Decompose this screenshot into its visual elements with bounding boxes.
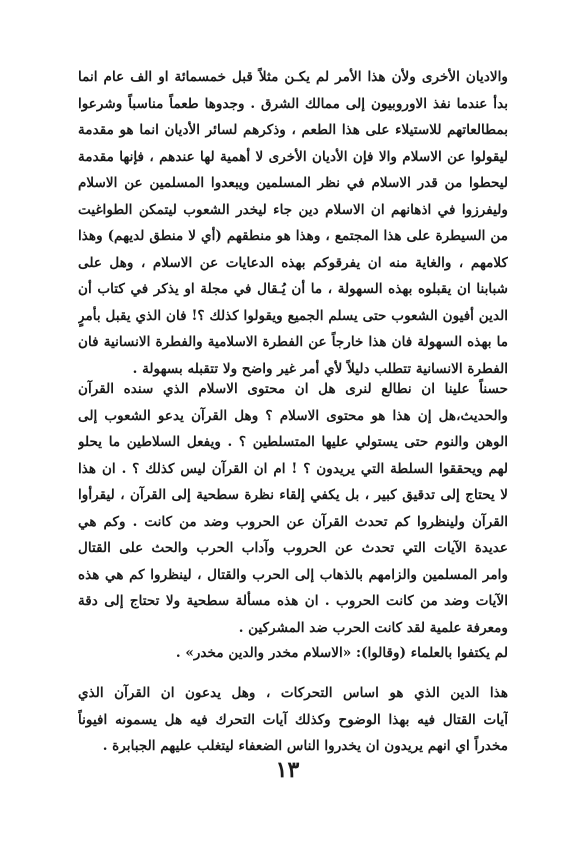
paragraph-4 (78, 680, 508, 760)
text-line: لا يحتاج إلى تدقيق كبير ، بل يكفي إلقاء نظرة سطحية إلى القرآن ، ليقرأوا (78, 487, 508, 503)
text-line: الدين أفيون الشعوب حتى يسلم الجميع ويقولوا كذلك ؟! فان الذي يقبل بأمرٍ (78, 307, 508, 324)
text-line: وامر المسلمين والزامهم بالذهاب إلى الحرب والقتال ، لينظروا كم هي هذه (78, 566, 508, 583)
text-line: وليفرزوا في اذهانهم ان الاسلام دين جاء ليخدر الشعوب ليتمكن الطواغيت (78, 201, 508, 218)
text-line: والاديان الأخرى ولأن هذا الأمر لم يكـن مثلاً قبل خمسمائة او الف عام انما (78, 69, 508, 85)
text-line: كلامهم ، والغاية منه ان يفرقوكم بهذه الدعايات عن الاسلام ، وهل على (78, 254, 508, 271)
text-line: بمطالعاتهم للاستيلاء على هذا الطعم ، وذكرهم لسائر الأديان انما هو مقدمة (78, 122, 508, 138)
text-line: الفطرة الانسانية تتطلب دليلاً لأي أمر غير واضح ولا تتقبله بسهولة . (132, 360, 508, 377)
text-line: عديدة الآيات التي تحدث عن الحروب وآداب الحرب والحث على القتال (78, 540, 508, 556)
text-line: ليقولوا عن الاسلام والا فإن الأديان الأخرى لا أهمية لها عندهم ، فإنها مقدمة (78, 148, 508, 165)
text-line: شبابنا ان يقبلوه بهذه السهولة ، ما أن يُـقال في مجلة او يذكر في كتاب أن (78, 281, 508, 297)
text-line: هذا الدين الذي هو اساس التحركات ، وهل يدعون ان القرآن الذي (78, 685, 508, 701)
text-line: الآيات وضد من كانت الحروب . ان هذه مسألة سطحية ولا تحتاج إلى دقة (78, 593, 508, 609)
text-line: حسناً علينا ان نطالع لنرى هل ان محتوى الاسلام الذي سنده القرآن (78, 381, 508, 397)
text-line: من السيطرة على هذا المجتمع ، وهذا هو منطقهم (أي لا منطق لديهم) وهذا (78, 228, 508, 244)
paragraph-3 (78, 640, 508, 667)
paragraph-2 (78, 376, 508, 641)
text-line: مخدراً اي انهم يريدون ان يخدروا الناس الضعفاء ليتغلب عليهم الجبابرة . (102, 738, 508, 754)
text-line: ليحطوا من قدر الاسلام في نظر المسلمين ويبعدوا المسلمين عن الاسلام (78, 175, 508, 191)
text-line: الوهن والنوم حتى يستولي عليها المتسلطين ؟ . ويفعل السلاطين ما يحلو (78, 434, 508, 450)
text-line: ومعرفة علمية لقد كانت الحرب ضد المشركين . (238, 619, 508, 636)
text-line: لهم ويحققوا السلطة التي يريدون ؟ ! ام ان القرآن ليس كذلك ؟ . ان هذا (78, 460, 508, 477)
text-line: لم يكتفوا بالعلماء (وقالوا): «الاسلام مخدر والدين مخدر» . (175, 645, 508, 661)
text-line: بدأ عندما نفذ الاوروبيون إلى ممالك الشرق . وجدوها طعماً مناسباً وشرعوا (78, 95, 508, 112)
paragraph-1 (78, 64, 508, 382)
text-line: والحديث،هل إن هذا هو محتوى الاسلام ؟ وهل القرآن يدعو الشعوب إلى (78, 407, 508, 424)
text-line: القرآن ولينظروا كم تحدث القرآن عن الحروب وضد من كانت . وكم هي (78, 513, 508, 530)
text-line: ما بهذه السهولة فان هذا خارجاً عن الفطرة الاسلامية والفطرة الانسانية فان (78, 334, 508, 350)
page-number: ١٣ (275, 757, 300, 783)
text-line: آيات القتال فيه بهذا الوضوح وكذلك آيات التحرك فيه هل يسمونه افيوناً (78, 711, 508, 728)
